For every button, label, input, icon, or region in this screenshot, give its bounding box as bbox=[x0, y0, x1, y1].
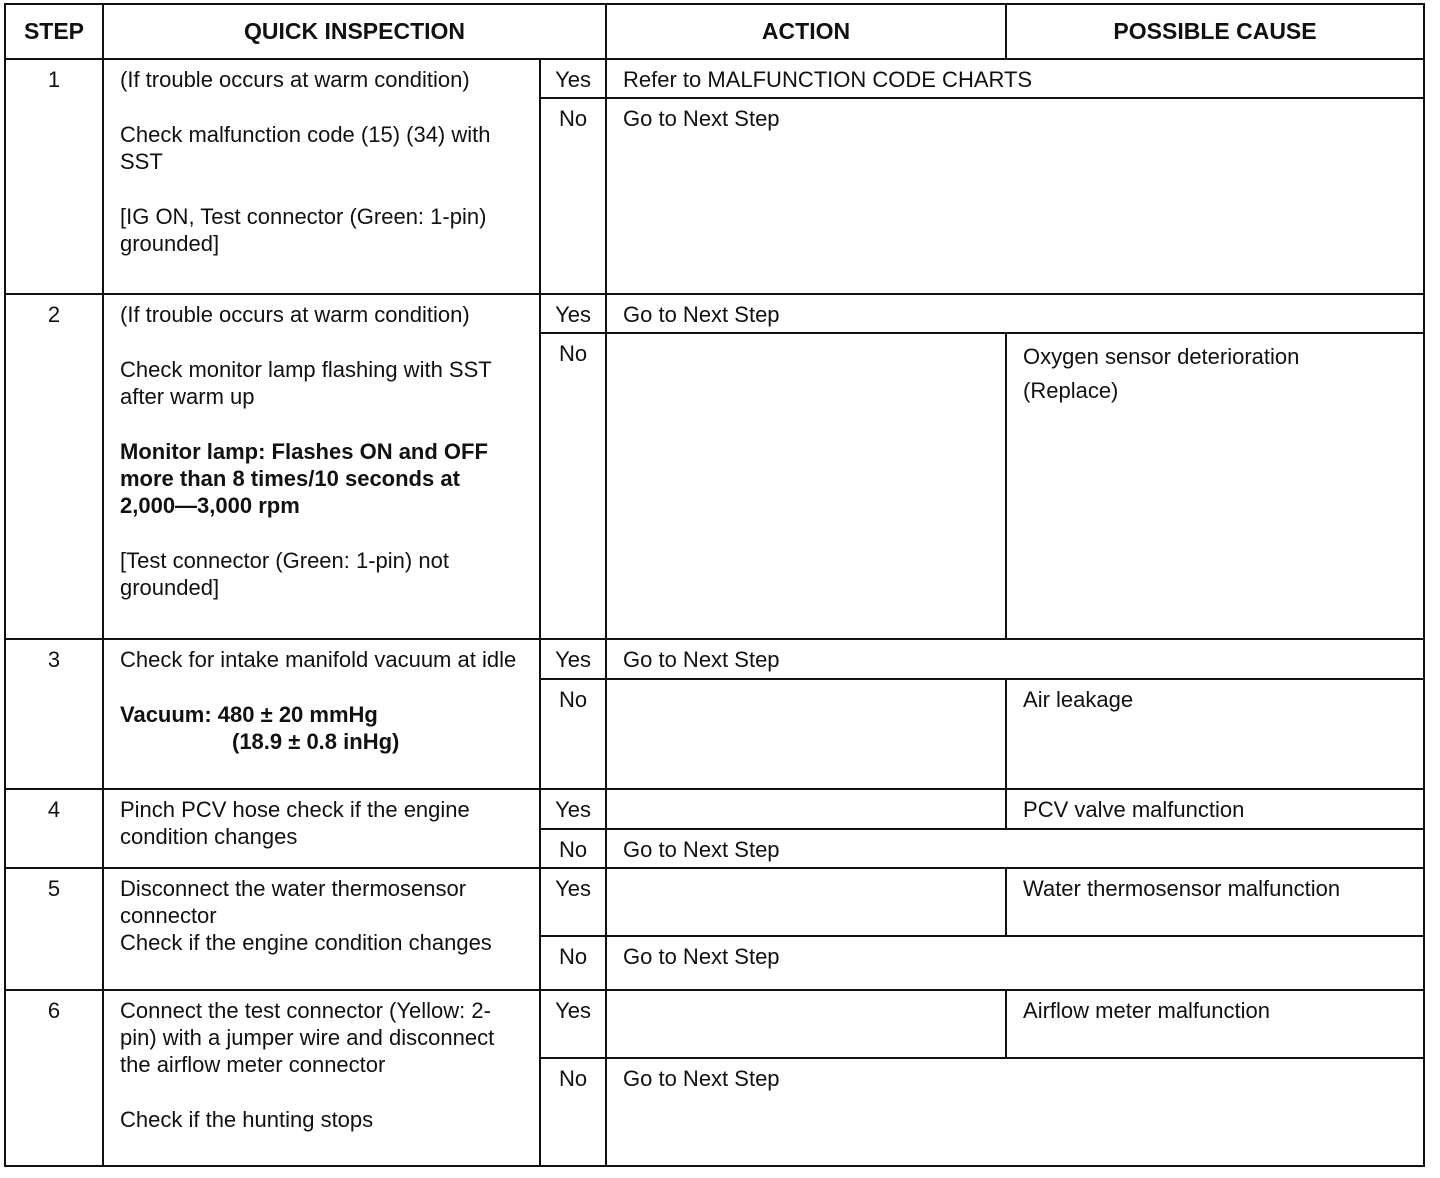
step-3-inspection bbox=[103, 639, 540, 789]
step-3-no-cause: Air leakage bbox=[1006, 679, 1424, 789]
inspection-line: (If trouble occurs at warm condition) bbox=[120, 67, 470, 92]
troubleshooting-table bbox=[4, 3, 1425, 1167]
inspection-line: Check malfunction code (15) (34) with SST bbox=[120, 122, 491, 174]
step-6-yes-cause: Airflow meter malfunction bbox=[1006, 990, 1424, 1058]
step-1-inspection bbox=[103, 59, 540, 294]
inspection-spec: (18.9 ± 0.8 inHg) bbox=[232, 729, 400, 754]
step-5-yes-cause: Water thermosensor malfunction bbox=[1006, 868, 1424, 936]
no-label: No bbox=[540, 679, 606, 789]
inspection-line: (If trouble occurs at warm condition) bbox=[120, 302, 470, 327]
step-2-inspection bbox=[103, 294, 540, 639]
step-6-inspection bbox=[103, 990, 540, 1166]
yes-label: Yes bbox=[540, 789, 606, 829]
yes-label: Yes bbox=[540, 868, 606, 936]
step-number: 6 bbox=[5, 990, 103, 1166]
inspection-line: Check if the engine condition changes bbox=[120, 930, 492, 955]
step-number: 2 bbox=[5, 294, 103, 639]
step-2-no-action bbox=[606, 333, 1006, 639]
step-6-no-action: Go to Next Step bbox=[606, 1058, 1424, 1166]
no-label: No bbox=[540, 829, 606, 868]
inspection-spec: Monitor lamp: Flashes ON and OFF more than 8 times/10 seconds at 2,000—3,000 rpm bbox=[120, 439, 488, 518]
inspection-spec: Vacuum: 480 ± 20 mmHg bbox=[120, 702, 378, 727]
step-3-yes-row bbox=[5, 639, 1424, 679]
inspection-line: Check for intake manifold vacuum at idle bbox=[120, 647, 517, 672]
no-label: No bbox=[540, 936, 606, 990]
yes-label: Yes bbox=[540, 294, 606, 333]
step-number: 1 bbox=[5, 59, 103, 294]
step-1-no-action: Go to Next Step bbox=[606, 98, 1424, 294]
step-1-yes-row bbox=[5, 59, 1424, 98]
step-4-yes-row bbox=[5, 789, 1424, 829]
header-quick-inspection: QUICK INSPECTION bbox=[103, 4, 606, 59]
step-2-no-cause bbox=[1006, 333, 1424, 639]
inspection-line: [Test connector (Green: 1-pin) not grounded] bbox=[120, 548, 449, 600]
step-6-yes-row bbox=[5, 990, 1424, 1058]
step-5-yes-row bbox=[5, 868, 1424, 936]
yes-label: Yes bbox=[540, 59, 606, 98]
no-label: No bbox=[540, 98, 606, 294]
step-number: 4 bbox=[5, 789, 103, 868]
header-row bbox=[5, 4, 1424, 59]
step-3-no-action bbox=[606, 679, 1006, 789]
header-action: ACTION bbox=[606, 4, 1006, 59]
inspection-line: Connect the test connector (Yellow: 2-pin) with a jumper wire and disconnect the airflow meter connector bbox=[120, 998, 495, 1077]
step-4-no-action: Go to Next Step bbox=[606, 829, 1424, 868]
step-number: 5 bbox=[5, 868, 103, 990]
step-2-yes-action: Go to Next Step bbox=[606, 294, 1424, 333]
yes-label: Yes bbox=[540, 639, 606, 679]
yes-label: Yes bbox=[540, 990, 606, 1058]
step-1-yes-action: Refer to MALFUNCTION CODE CHARTS bbox=[606, 59, 1424, 98]
step-2-yes-row bbox=[5, 294, 1424, 333]
step-4-yes-action bbox=[606, 789, 1006, 829]
step-6-yes-action bbox=[606, 990, 1006, 1058]
inspection-line: Disconnect the water thermosensor connector bbox=[120, 876, 467, 928]
step-3-yes-action: Go to Next Step bbox=[606, 639, 1424, 679]
inspection-line: Check monitor lamp flashing with SST after warm up bbox=[120, 357, 492, 409]
step-number: 3 bbox=[5, 639, 103, 789]
no-label: No bbox=[540, 1058, 606, 1166]
inspection-line: Check if the hunting stops bbox=[120, 1107, 374, 1132]
no-label: No bbox=[540, 333, 606, 639]
cause-line: (Replace) bbox=[1023, 378, 1119, 403]
header-possible-cause: POSSIBLE CAUSE bbox=[1006, 4, 1424, 59]
step-5-no-action: Go to Next Step bbox=[606, 936, 1424, 990]
step-4-yes-cause: PCV valve malfunction bbox=[1006, 789, 1424, 829]
step-4-inspection bbox=[103, 789, 540, 868]
inspection-line: Pinch PCV hose check if the engine condition changes bbox=[120, 797, 470, 849]
cause-line: Oxygen sensor deterioration bbox=[1023, 344, 1300, 369]
inspection-line: [IG ON, Test connector (Green: 1-pin) grounded] bbox=[120, 204, 487, 256]
step-5-inspection bbox=[103, 868, 540, 990]
step-5-yes-action bbox=[606, 868, 1006, 936]
header-step: STEP bbox=[5, 4, 103, 59]
